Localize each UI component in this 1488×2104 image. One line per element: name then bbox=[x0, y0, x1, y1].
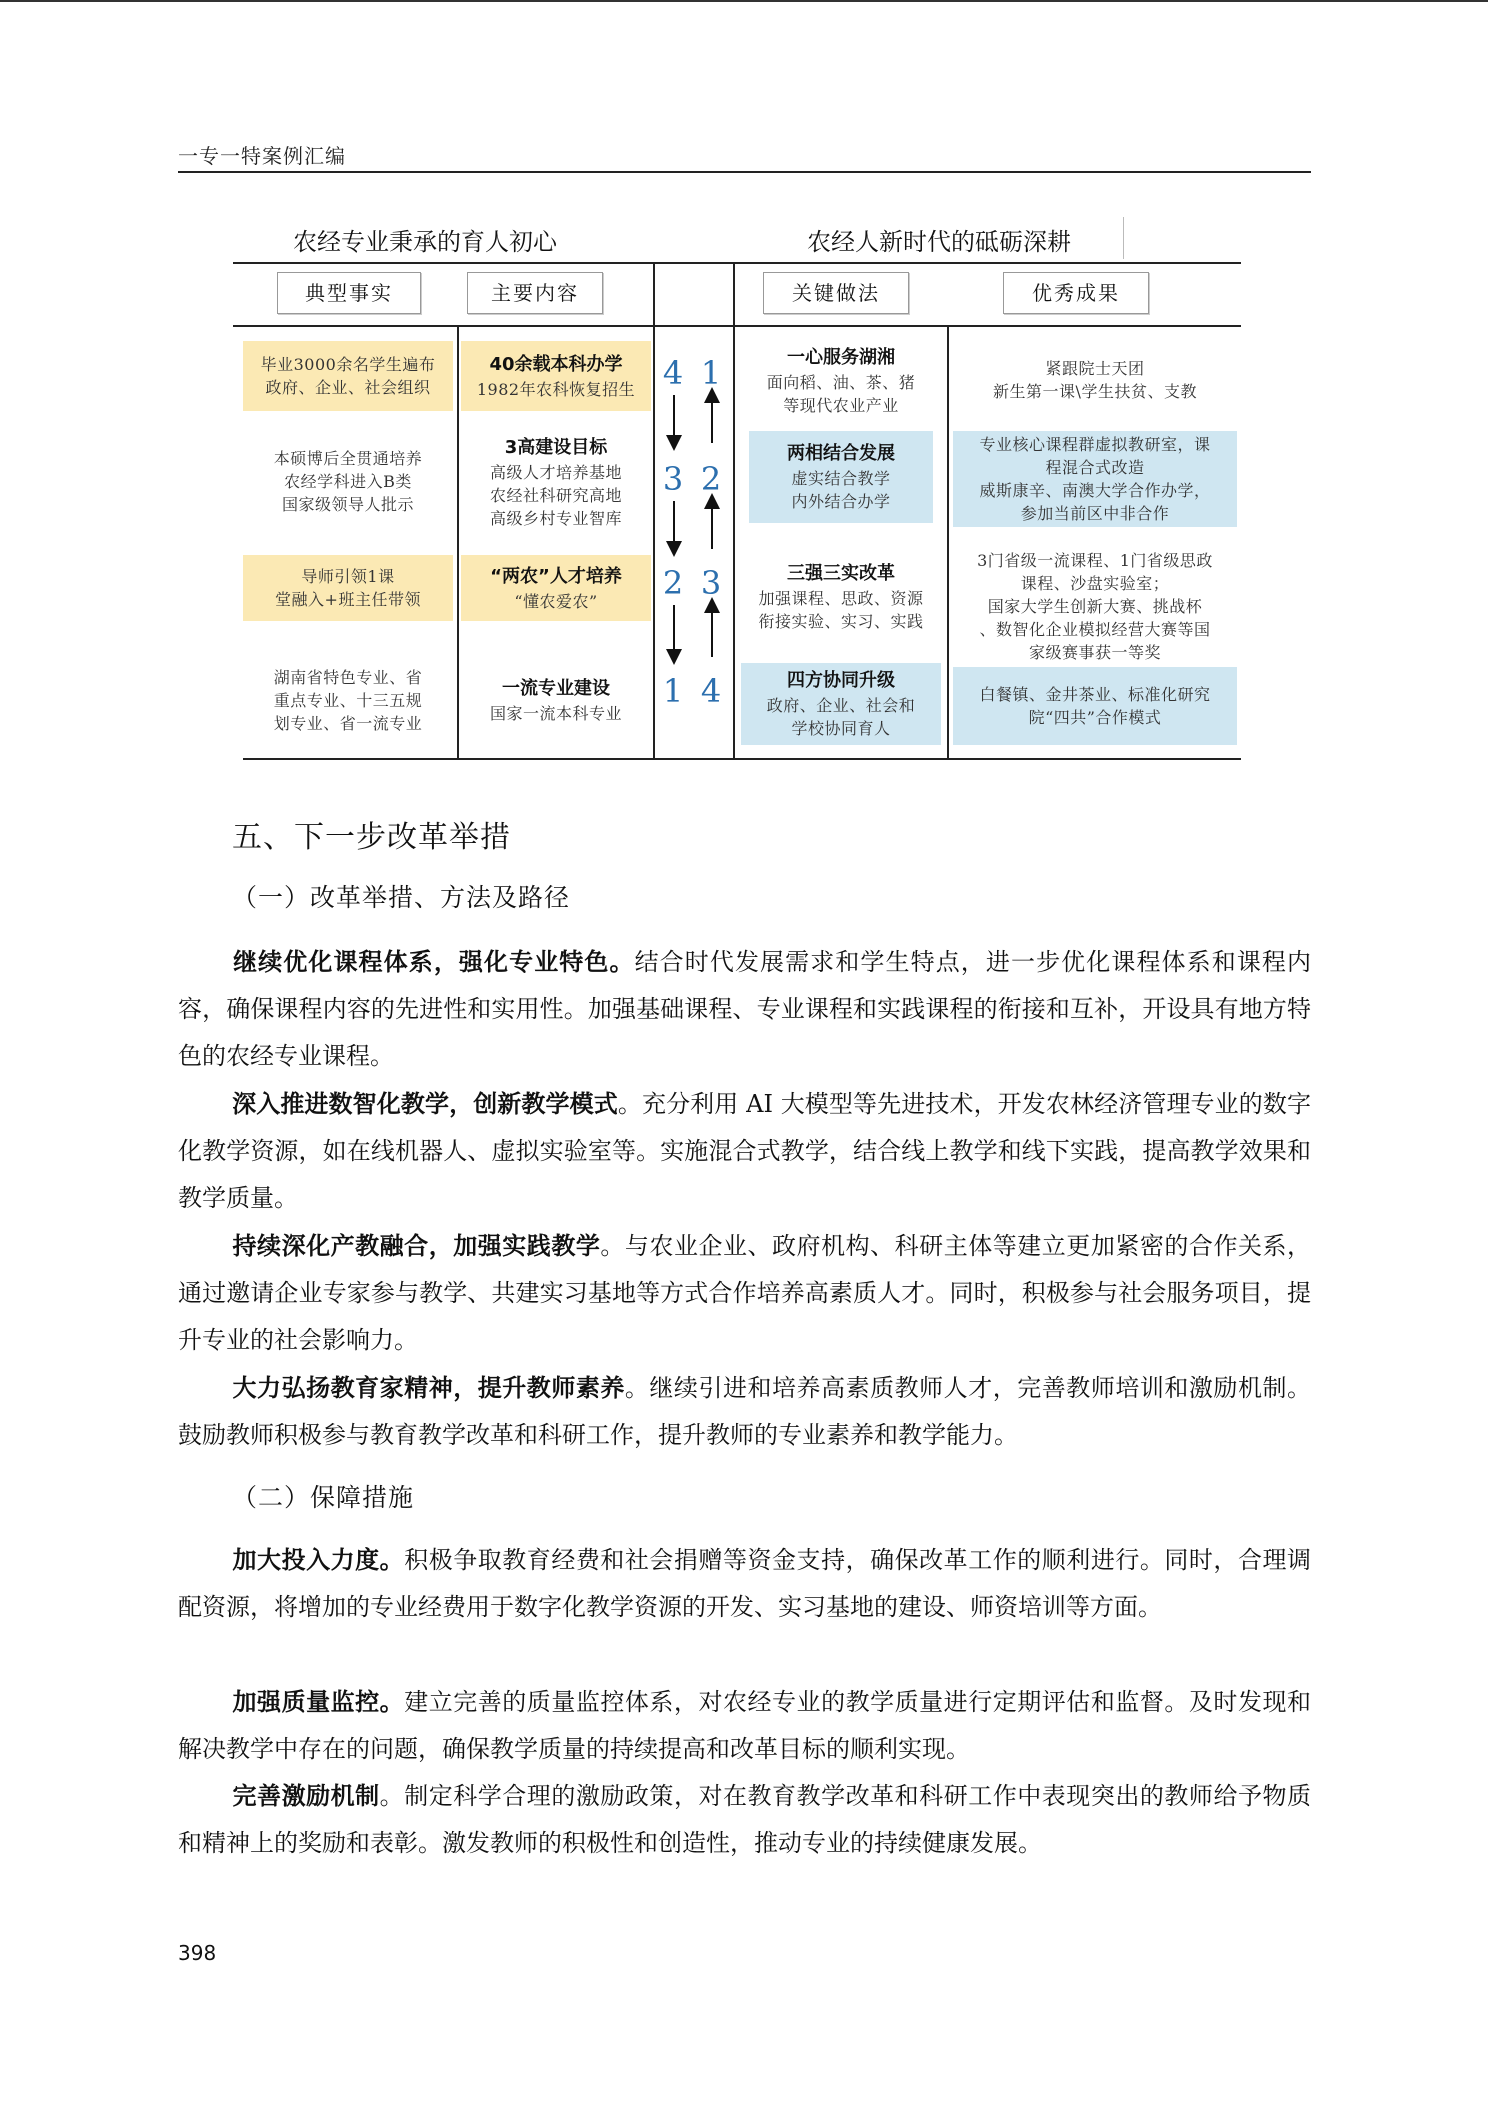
method-cell-2: 两相结合发展 虚实结合教学 内外结合办学 bbox=[749, 431, 933, 523]
figure-bottom-rule bbox=[243, 758, 1241, 760]
education-figure bbox=[233, 205, 1257, 765]
right-number-2: 2 bbox=[700, 460, 722, 498]
top-border bbox=[0, 0, 1488, 2]
subsection-title-1: （一）改革举措、方法及路径 bbox=[232, 883, 571, 912]
left-number-1: 4 bbox=[662, 354, 684, 392]
result-cell-3: 3门省级一流课程、1门省级思政 课程、沙盘实验室； 国家大学生创新大赛、挑战杯 、数智化企业模拟经营大赛等国 家级赛事获一等奖 bbox=[977, 550, 1213, 662]
figure-top-rule bbox=[233, 262, 1241, 264]
content-cell-1: 40余载本科办学 1982年农科恢复招生 bbox=[461, 341, 651, 411]
result-cell-1: 紧跟院士天团 新生第一课\学生扶贫、支教 bbox=[993, 359, 1197, 401]
page-number: 398 bbox=[178, 1941, 217, 1965]
right-number-4: 4 bbox=[700, 672, 722, 710]
section-title: 五、下一步改革举措 bbox=[232, 820, 511, 855]
fact-cell-4: 湖南省特色专业、省 重点专业、十三五规 划专业、省一流专业 bbox=[273, 667, 423, 733]
figure-right-title: 农经人新时代的砥砺深耕 bbox=[807, 228, 1071, 256]
left-number-3: 2 bbox=[662, 564, 684, 602]
figure-divider-3 bbox=[733, 262, 735, 760]
paragraph-5: 加大投入力度。积极争取教育经费和社会捐赠等资金支持，确保改革工作的顺利进行。同时，合理调配资源，将增加的专业经费用于数字化教学资源的开发、实习基地的建设、师资培训等方面。 bbox=[178, 1545, 1312, 1621]
content-cell-3: “两农”人才培养 “懂农爱农” bbox=[461, 555, 651, 621]
column-head-methods: 关键做法 bbox=[763, 272, 909, 314]
paragraph-3: 持续深化产教融合，加强实践教学。与农业企业、政府机构、科研主体等建立更加紧密的合作关系，通过邀请企业专家参与教学、共建实习基地等方式合作培养高素质人才。同时，积极参与社会服务项目，提升专业的社会影响力。 bbox=[178, 1231, 1312, 1354]
column-head-facts: 典型事实 bbox=[277, 272, 421, 314]
sequence-arrows bbox=[653, 335, 733, 755]
paragraph-2: 深入推进数智化教学，创新教学模式。充分利用 AI 大模型等先进技术，开发农林经济管理专业的数字化教学资源，如在线机器人、虚拟实验室等。实施混合式教学，结合线上教学和线下实践，提高教学效果和教学质量。 bbox=[178, 1089, 1311, 1212]
result-cell-4: 白餐镇、金井茶业、标准化研究 院“四共”合作模式 bbox=[953, 667, 1237, 745]
method-cell-3: 三强三实改革 加强课程、思政、资源 衔接实验、实习、实践 bbox=[758, 563, 924, 631]
paragraph-7: 完善激励机制。制定科学合理的激励政策，对在教育教学改革和科研工作中表现突出的教师给予物质和精神上的奖励和表彰。激发教师的积极性和创造性，推动专业的持续健康发展。 bbox=[178, 1781, 1312, 1857]
content-cell-4: 一流专业建设 国家一流本科专业 bbox=[489, 677, 622, 723]
paragraph-4: 大力弘扬教育家精神，提升教师素养。继续引进和培养高素质教师人才，完善教师培训和激励机制。鼓励教师积极参与教育教学改革和科研工作，提升教师的专业素养和教学能力。 bbox=[178, 1373, 1312, 1449]
figure-head-rule bbox=[233, 325, 1241, 327]
subsection-title-2: （二）保障措施 bbox=[232, 1483, 415, 1512]
column-head-results: 优秀成果 bbox=[1003, 272, 1149, 314]
figure-divider-1 bbox=[457, 325, 459, 760]
right-number-3: 3 bbox=[700, 564, 722, 602]
method-cell-1: 一心服务湖湘 面向稻、油、茶、猪 等现代农业产业 bbox=[766, 347, 916, 415]
header-rule bbox=[178, 171, 1311, 173]
paragraph-1: 继续优化课程体系，强化专业特色。结合时代发展需求和学生特点，进一步优化课程体系和课程内容，确保课程内容的先进性和实用性。加强基础课程、专业课程和实践课程的衔接和互补，开设具有地方特色的农经专业课程。 bbox=[178, 947, 1312, 1070]
content-cell-2: 3高建设目标 高级人才培养基地 农经社科研究高地 高级乡村专业智库 bbox=[489, 436, 622, 528]
paragraph-6: 加强质量监控。建立完善的质量监控体系，对农经专业的教学质量进行定期评估和监督。及时发现和解决教学中存在的问题，确保教学质量的持续提高和改革目标的顺利实现。 bbox=[178, 1687, 1312, 1763]
fact-cell-3: 导师引领1课 堂融入+班主任带领 bbox=[243, 555, 453, 621]
left-number-4: 1 bbox=[662, 672, 684, 710]
figure-divider-4 bbox=[947, 325, 949, 760]
left-number-2: 3 bbox=[662, 460, 684, 498]
method-cell-4: 四方协同升级 政府、企业、社会和 学校协同育人 bbox=[741, 663, 941, 745]
column-head-content: 主要内容 bbox=[467, 272, 603, 314]
figure-left-title: 农经专业秉承的育人初心 bbox=[293, 228, 557, 256]
result-cell-2: 专业核心课程群虚拟教研室，课 程混合式改造 威斯康辛、南澳大学合作办学， 参加当前区中非合作 bbox=[953, 431, 1237, 527]
fact-cell-1: 毕业3000余名学生遍布 政府、企业、社会组织 bbox=[243, 341, 453, 411]
title-divider bbox=[1123, 217, 1124, 259]
running-header: 一专一特案例汇编 bbox=[178, 144, 346, 168]
right-number-1: 1 bbox=[700, 354, 722, 392]
fact-cell-2: 本硕博后全贯通培养 农经学科进入B类 国家级领导人批示 bbox=[273, 448, 423, 514]
